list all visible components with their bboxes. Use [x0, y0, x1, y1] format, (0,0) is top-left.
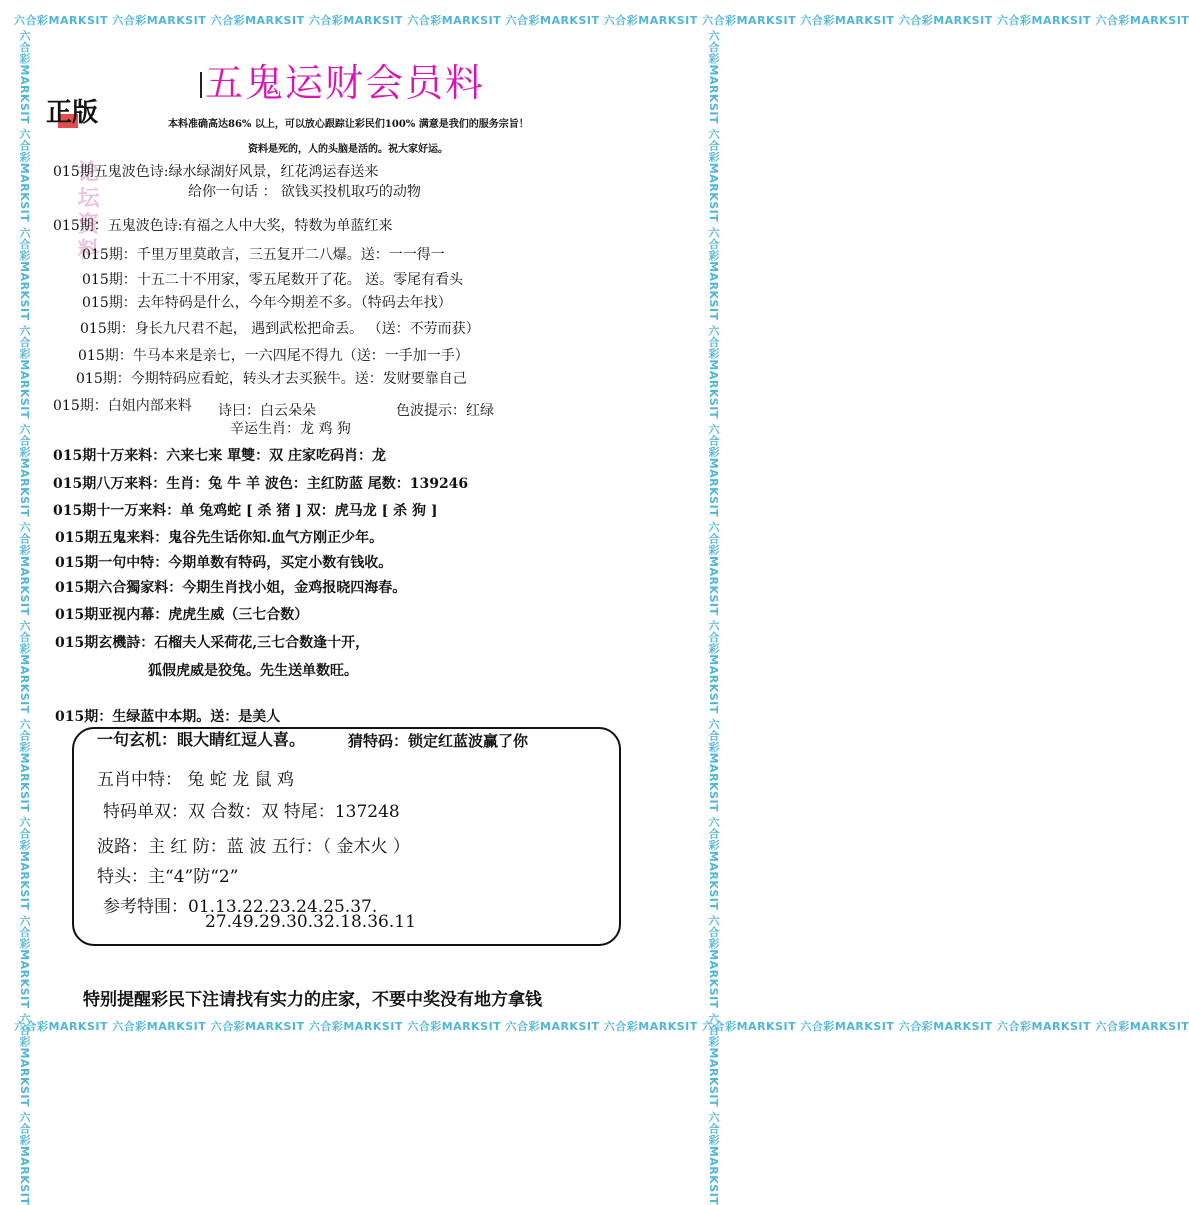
content-line: 015期玄機詩：石榴夫人采荷花,三七合数逢十开，: [55, 635, 370, 651]
content-line: 015期：十五二十不用家，零五尾数开了花。 送。零尾有看头: [82, 272, 464, 288]
content-line: 色波提示：红绿: [396, 403, 494, 419]
content-line: 015期一句中特：今期单数有特码，买定小数有钱收。: [55, 555, 393, 571]
content-line: 015期：五鬼波色诗:有福之人中大奖，特数为单蓝红来: [53, 218, 393, 234]
box-reference-2: 27.49.29.30.32.18.36.11: [205, 912, 416, 932]
content-line: 015期：白姐内部来料: [53, 398, 192, 414]
badge-label: 正版: [46, 98, 99, 128]
watermark-frame-top: 六合彩MARKSIT 六合彩MARKSIT 六合彩MARKSIT 六合彩MARKSIT 六合彩MARKSIT 六合彩MARKSIT 六合彩MARKSIT 六合彩MARKSIT 六合彩MARKSIT 六合彩MARKSIT 六合彩MARKSIT 六合彩MARKSIT: [14, 14, 1189, 27]
content-line: 015期十万来料：六来七来 單雙：双 庄家吃码肖：龙: [53, 448, 386, 464]
content-line: 015期：今期特码应看蛇，转头才去买猴牛。送：发财要靠自己: [76, 371, 467, 387]
content-line: 辛运生肖：龙 鸡 狗: [230, 421, 351, 437]
note-accuracy: 本料准确高达86% 以上，可以放心跟踪让彩民们100% 满意是我们的服务宗旨！: [168, 119, 529, 130]
watermark-frame-bottom: 六合彩MARKSIT 六合彩MARKSIT 六合彩MARKSIT 六合彩MARKSIT 六合彩MARKSIT 六合彩MARKSIT 六合彩MARKSIT 六合彩MARKSIT 六合彩MARKSIT 六合彩MARKSIT 六合彩MARKSIT 六合彩MARKSIT: [14, 1020, 1189, 1033]
content-line: 015期五鬼来料：鬼谷先生话你知.血气方刚正少年。: [55, 530, 384, 546]
box-head: 特头：主“4”防“2”: [97, 867, 239, 887]
watermark-frame-left: 六合彩MARKSIT 六合彩MARKSIT 六合彩MARKSIT 六合彩MARKSIT 六合彩MARKSIT 六合彩MARKSIT 六合彩MARKSIT 六合彩MARKSIT 六合彩MARKSIT 六合彩MARKSIT 六合彩MARKSIT 六合彩MARKSIT: [18, 30, 31, 1205]
page-title: 五鬼运财会员料: [205, 61, 486, 105]
content-line: 015期亚视内幕：虎虎生威（三七合数）: [55, 607, 309, 623]
box-five-zodiac: 五肖中特： 兔 蛇 龙 鼠 鸡: [97, 770, 295, 790]
note-luck: 资料是死的，人的头脑是活的。祝大家好运。: [248, 144, 448, 155]
content-line: 015期：身长九尺君不起， 遇到武松把命丢。 （送：不劳而获）: [80, 321, 480, 337]
content-line: 015期八万来料：生肖：兔 牛 羊 波色：主红防蓝 尾数：139246: [53, 476, 469, 492]
watermark-frame-right: 六合彩MARKSIT 六合彩MARKSIT 六合彩MARKSIT 六合彩MARKSIT 六合彩MARKSIT 六合彩MARKSIT 六合彩MARKSIT 六合彩MARKSIT 六合彩MARKSIT 六合彩MARKSIT 六合彩MARKSIT 六合彩MARKSIT: [707, 30, 720, 1205]
box-odd-even: 特码单双：双 合数：双 特尾：137248: [103, 802, 400, 822]
box-xuanji: 一句玄机：眼大睛红逗人喜。: [97, 730, 306, 749]
content-line: 015期十一万来料：单 兔鸡蛇 [ 杀 猪 ] 双：虎马龙 [ 杀 狗 ]: [53, 503, 438, 519]
content-line: 015期六合獨家料：今期生肖找小姐，金鸡报晓四海春。: [55, 580, 407, 596]
content-line: 015期五鬼波色诗:绿水绿湖好风景，红花鸿运春送来: [53, 164, 379, 180]
title-bar-decoration: [200, 72, 202, 98]
box-guess: 猜特码：锁定红蓝波赢了你: [348, 732, 529, 750]
content-line: 015期：去年特码是什么，今年今期差不多。（特码去年找）: [82, 295, 452, 311]
content-line: 诗曰：白云朵朵: [218, 403, 316, 419]
pink-seal-decoration: 论坛资料: [74, 160, 100, 264]
content-line: 给你一句话 ： 欲钱买投机取巧的动物: [188, 184, 421, 200]
content-line: 015期：千里万里莫敢言，三五复开二八爆。送：一一得一: [82, 247, 445, 263]
content-line: 015期：牛马本来是亲七，一六四尾不得九（送：一手加一手）: [78, 348, 469, 364]
content-line: 狐假虎威是狡兔。先生送单数旺。: [148, 663, 358, 679]
box-reference: 参考特围：01.13.22.23.24.25.37.: [103, 897, 378, 917]
content-line: 015期：生绿蓝中本期。送：是美人: [55, 709, 281, 725]
box-wave: 波路：主 红 防：蓝 波 五行：（ 金木火 ）: [97, 837, 410, 857]
footer-warning: 特别提醒彩民下注请找有实力的庄家，不要中奖没有地方拿钱: [83, 990, 542, 1010]
